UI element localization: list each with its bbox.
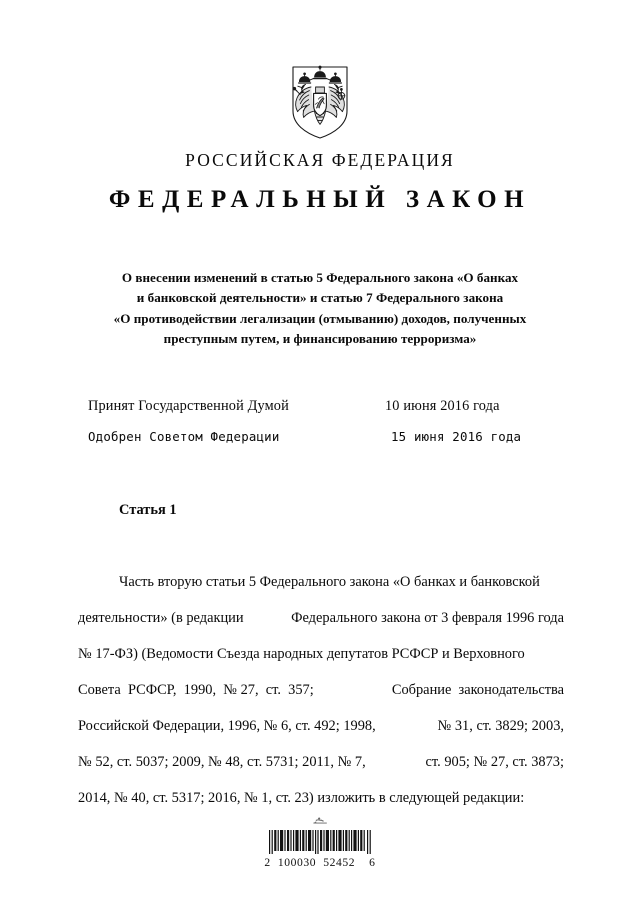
body-line — [78, 708, 564, 744]
body-line: 2014, № 40, ст. 5317; 2016, № 1, ст. 23) изложить в следующей редакции: — [78, 790, 525, 806]
article-paragraph — [78, 564, 564, 816]
law-title-line: «О противодействии легализации (отмыванию) доходов, полученных — [113, 310, 527, 326]
barcode-block — [0, 816, 640, 869]
body-line: № 17-ФЗ) (Ведомости Съезда народных депутатов РСФСР и Верховного — [78, 646, 525, 662]
body-line: Часть вторую статьи 5 Федерального закона «О банках и банковской — [119, 574, 540, 590]
body-line — [78, 600, 564, 636]
adoption-authority: Одобрен Советом Федерации — [88, 429, 280, 444]
article-heading: Статья 1 — [119, 502, 177, 518]
law-title — [88, 268, 552, 350]
adoption-row-duma — [88, 398, 552, 429]
publisher-mark-icon — [307, 816, 333, 829]
body-line-right: Федерального закона от 3 февраля 1996 года — [291, 610, 564, 626]
russian-federation-coat-of-arms-icon — [289, 64, 351, 140]
adoption-block — [88, 398, 552, 460]
law-title-line: преступным путем, и финансированию терроризма» — [163, 331, 477, 347]
body-spacer — [78, 528, 564, 564]
body-line — [78, 672, 564, 708]
body-line-right: ст. 905; № 27, ст. 3873; — [425, 754, 564, 770]
document-heading-block — [0, 150, 640, 215]
document-type-heading: ФЕДЕРАЛЬНЫЙ ЗАКОН — [108, 186, 532, 213]
body-line-right: Собрание законодательства — [391, 682, 564, 698]
body-line-left: Российской Федерации, 1996, № 6, ст. 492; 1998, — [78, 718, 376, 734]
law-title-line: О внесении изменений в статью 5 Федерального закона «О банках — [121, 270, 519, 285]
barcode-bars — [268, 830, 372, 854]
adoption-date: 10 июня 2016 года — [385, 398, 500, 414]
body-line-left: Совета РСФСР, 1990, № 27, ст. 357; — [78, 682, 314, 698]
document-body — [78, 492, 564, 816]
law-title-line: и банковской деятельности» и статью 7 Федерального закона — [136, 290, 504, 306]
body-line-right: № 31, ст. 3829; 2003, — [437, 718, 564, 734]
body-line — [78, 744, 564, 780]
adoption-row-council — [88, 429, 552, 460]
adoption-date: 15 июня 2016 года — [391, 429, 522, 444]
body-line-left: деятельности» (в редакции — [78, 610, 244, 626]
coat-of-arms-container — [0, 64, 640, 140]
barcode-number: 2 100030 52452 6 — [264, 856, 376, 869]
adoption-authority: Принят Государственной Думой — [88, 398, 289, 414]
country-heading: РОССИЙСКАЯ ФЕДЕРАЦИЯ — [185, 150, 455, 170]
body-line-left: № 52, ст. 5037; 2009, № 48, ст. 5731; 2011, № 7, — [78, 754, 366, 770]
